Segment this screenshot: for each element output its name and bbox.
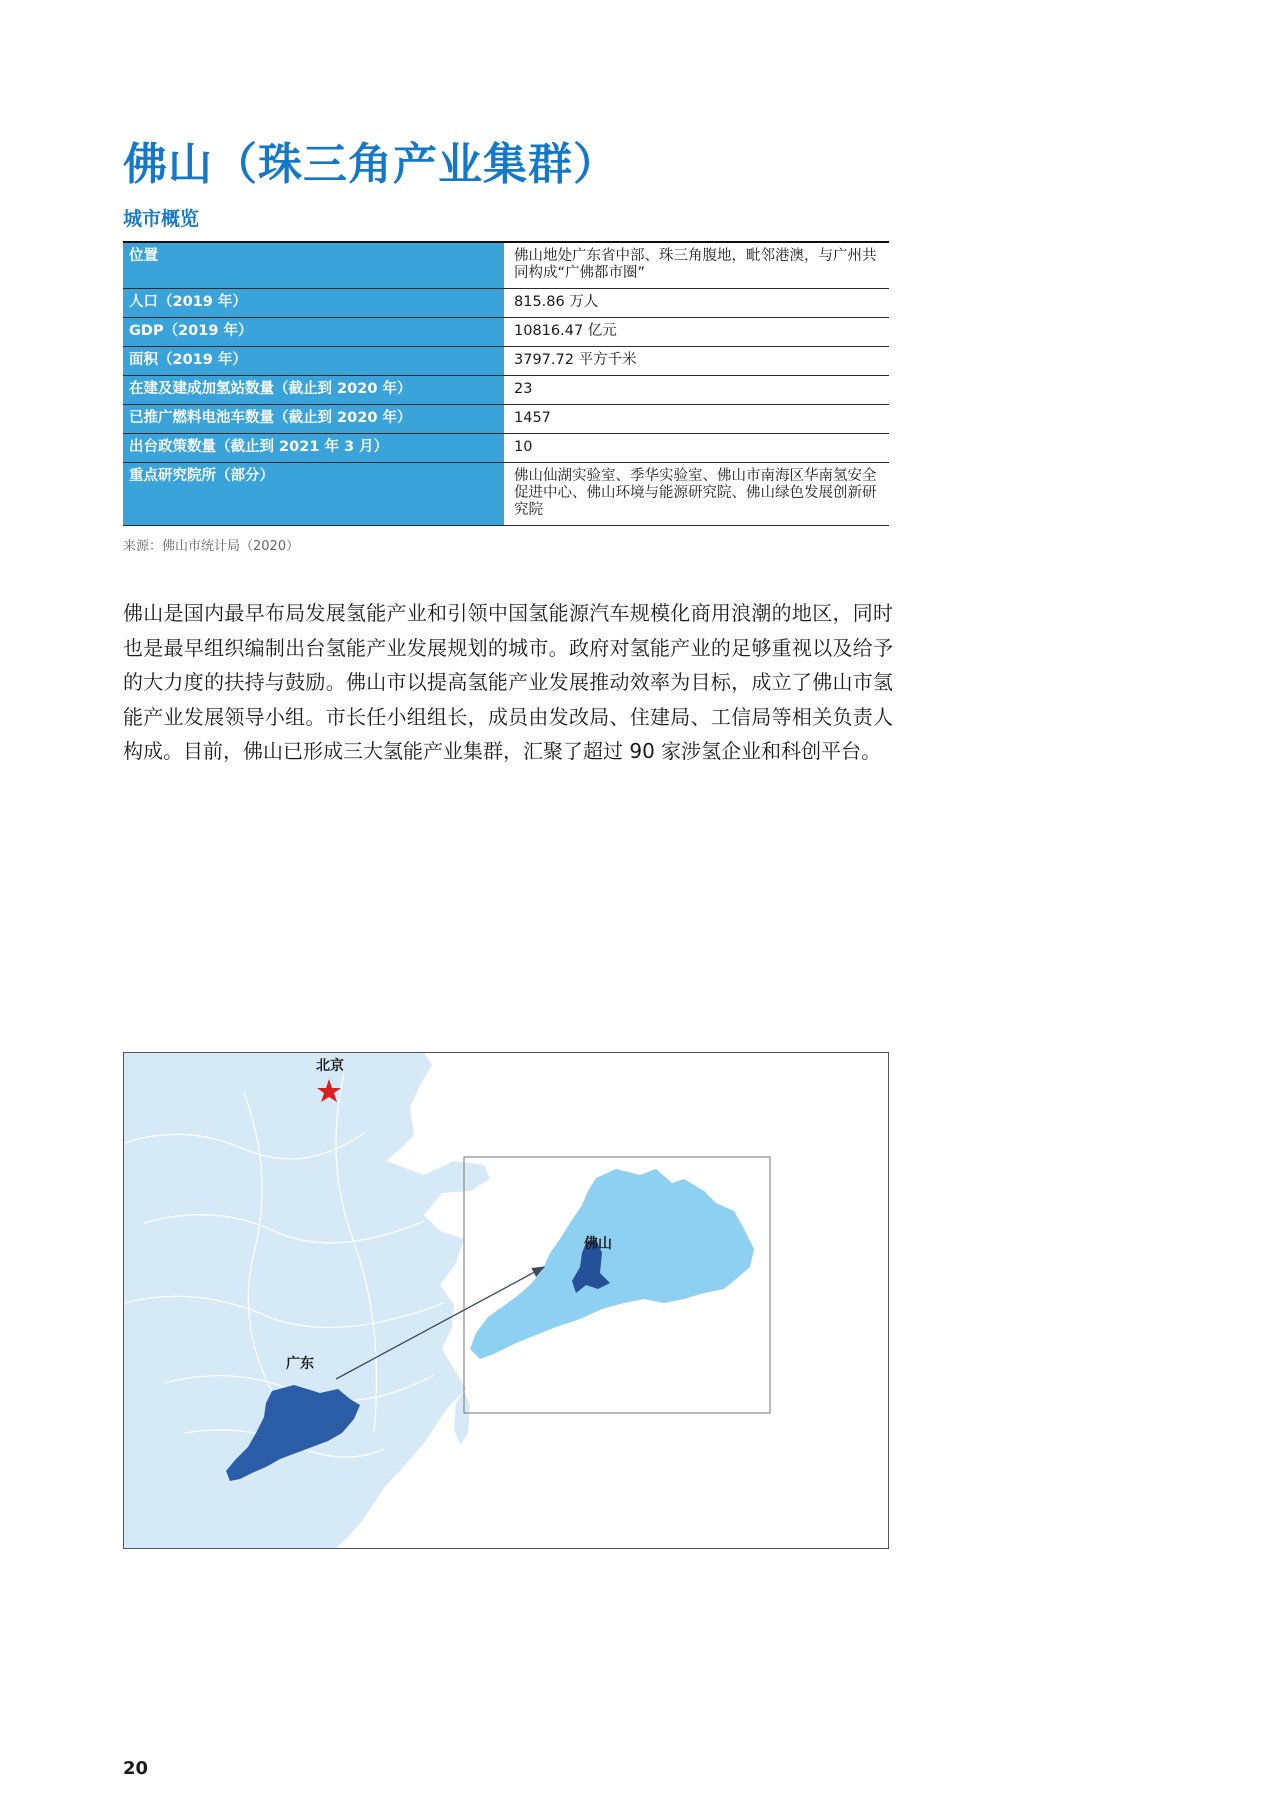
row-value: 815.86 万人 [505,289,890,318]
row-label: 位置 [123,242,505,289]
table-row [123,318,889,347]
source-note: 来源：佛山市统计局（2020） [123,539,300,554]
row-label: 出台政策数量（截止到 2021 年 3 月） [123,434,505,463]
row-value: 10 [505,434,890,463]
row-value: 3797.72 平方千米 [505,347,890,376]
label-guangdong: 广东 [286,1356,314,1372]
row-label: 在建及建成加氢站数量（截止到 2020 年） [123,376,505,405]
page-title: 佛山（珠三角产业集群） [123,139,618,190]
table-row [123,434,889,463]
table-row [123,289,889,318]
section-title: 城市概览 [123,208,200,230]
taiwan-island [454,1391,470,1445]
row-value: 23 [505,376,890,405]
table-row [123,376,889,405]
row-value: 1457 [505,405,890,434]
row-label: 面积（2019 年） [123,347,505,376]
body-paragraph: 佛山是国内最早布局发展氢能产业和引领中国氢能源汽车规模化商用浪潮的地区，同时也是最早组织编制出台氢能产业发展规划的城市。政府对氢能产业的足够重视以及给予的大力度的扶持与鼓励。佛山市以提高氢能产业发展推动效率为目标，成立了佛山市氢能产业发展领导小组。市长任小组组长，成员由发改局、住建局、工信局等相关负责人构成。目前，佛山已形成三大氢能产业集群，汇聚了超过 90 家涉氢企业和科创平台。 [123,601,893,764]
page-number: 20 [123,1758,149,1779]
inset-guangdong [470,1169,754,1359]
table-row [123,242,889,289]
label-foshan: 佛山 [584,1236,612,1252]
table-row [123,405,889,434]
china-land [124,1053,466,1549]
table-row [123,347,889,376]
map-graphic [124,1053,889,1549]
row-label: 重点研究院所（部分） [123,463,505,526]
table-row [123,463,889,526]
city-overview-table [123,241,889,526]
row-label: GDP（2019 年） [123,318,505,347]
row-label: 人口（2019 年） [123,289,505,318]
location-map [123,1052,889,1549]
label-beijing: 北京 [316,1058,344,1074]
row-value: 10816.47 亿元 [505,318,890,347]
row-label: 已推广燃料电池车数量（截止到 2020 年） [123,405,505,434]
row-value: 佛山地处广东省中部、珠三角腹地，毗邻港澳，与广州共同构成“广佛都市圈” [505,242,890,289]
row-value: 佛山仙湖实验室、季华实验室、佛山市南海区华南氢安全促进中心、佛山环境与能源研究院、佛山绿色发展创新研究院 [505,463,890,526]
